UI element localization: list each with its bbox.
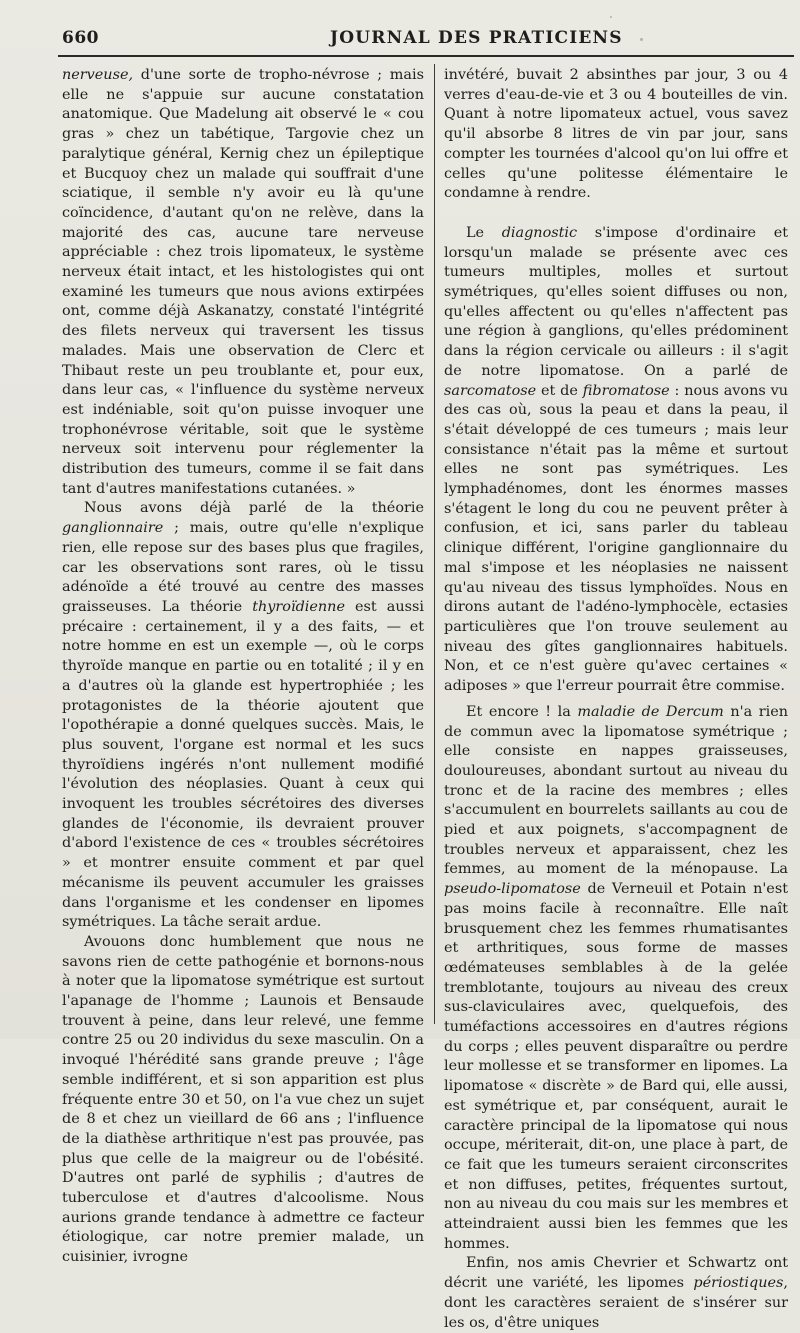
left-column	[62, 66, 424, 1268]
right-paragraph-1: invétéré, buvait 2 absinthes par jour, 3 ou 4 verres d'eau-de-vie et 3 ou 4 bouteilles de vin. Quant à notre lipomateux actuel, vous savez qu'il absorbe 8 litres de vin par jour, sans compter les tournées d'alcool qu'on lui offre et celles qu'une politesse élémentaire le condamne à rendre.	[444, 67, 788, 202]
paper-speck	[640, 38, 643, 41]
italic-term: sarcomatose	[444, 382, 537, 399]
italic-term: maladie de Dercum	[577, 703, 724, 720]
left-paragraph-1	[62, 66, 424, 499]
paragraph-text: , dont les caractères seraient de s'insérer sur les os, d'être uniques	[444, 1275, 788, 1331]
paragraph-text: Enfin, nos amis Chevrier et Schwartz ont décrit une variété, les lipomes	[444, 1255, 788, 1292]
paragraph-text: ; mais, outre qu'elle n'explique rien, elle repose sur des bases plus que fragiles, car les observations sont rares, où le tissu adénoïde a été trouvé au centre des masses graisseuses. La théorie	[62, 520, 424, 615]
page-number: 660	[62, 28, 99, 48]
left-paragraph-2	[62, 499, 424, 932]
right-paragraph-2	[444, 224, 788, 697]
paragraph-text: Nous avons déjà parlé de la théorie	[84, 500, 424, 517]
paper-speck	[610, 16, 612, 18]
paragraph-text: Et encore ! la	[466, 703, 578, 720]
header-rule	[58, 55, 794, 57]
paragraph-text: et de	[536, 382, 583, 399]
italic-term: diagnostic	[501, 224, 578, 241]
paragraph-text: s'impose d'ordinaire et lorsqu'un malade se présente avec ces tumeurs multiples, molles et surtout symétriques, qu'elles soient diffuses ou non, qu'elles affectent ou qu'elles n'affectent pas une région à ganglions, qu'elles prédominent dans la région cervicale ou ailleurs : il s'agit de notre lipomatose. On a parlé de	[444, 224, 788, 379]
italic-term: pseudo-lipomatose	[444, 881, 581, 898]
page-header	[62, 28, 792, 52]
right-column	[444, 66, 788, 1333]
italic-term: ganglionnaire	[62, 520, 164, 537]
paragraph-text: Le	[466, 224, 502, 241]
italic-term: périostiques	[693, 1275, 784, 1292]
paragraph-text: n'a rien de commun avec la lipomatose symétrique ; elle consiste en nappes graisseuses, douloureuses, abondant surtout au niveau du tronc et de la racine des membres ; elles s'accumulent en bourrelets saillants au cou de pied et aux poignets, s'accompagnent de troubles nerveux et apparaissent, chez les femmes, au moment de la ménopause. La	[444, 703, 788, 878]
left-paragraph-3: Avouons donc humblement que nous ne savons rien de cette pathogénie et bornons-nous à noter que la lipomatose symétrique est surtout l'apanage de l'homme ; Launois et Bensaude trouvent à peine, dans leur relevé, une femme contre 25 ou 20 individus du sexe masculin. On a invoqué l'hérédité sans grande preuve ; l'âge semble indifférent, et si son apparition est plus fréquente entre 30 et 50, on l'a vue chez un sujet de 8 et chez un vieillard de 66 ans ; l'influence de la diathèse arthritique n'est pas prouvée, pas plus que celle de la maigreur ou de l'obésité. D'autres ont parlé de syphilis ; d'autres de tuberculose et d'autres d'alcoolisme. Nous aurions grande tendance à admettre ce facteur étiologique, car notre premier malade, un cuisinier, ivrogne	[62, 933, 424, 1266]
paragraph-text: d'une sorte de tropho-névrose ; mais elle ne s'appuie sur aucune constatation anatomique. Que Madelung ait observé le « cou gras » chez un tabétique, Targovie chez un paralytique général, Kernig chez un épileptique et Bucquoy chez un malade qui souffrait d'une sciatique, il semble n'y avoir eu là qu'une coïncidence, d'autant qu'on ne relève, dans la majorité des cas, aucune tare nerveuse appréciable : chez trois lipomateux, le système nerveux était intact, et les histologistes qui ont examiné les tumeurs que nous avions extirpées ont, comme déjà Askanatzy, constaté l'intégrité des filets nerveux qui traversent les tissus malades. Mais une observation de Clerc et Thibaut reste un peu troublante et, pour eux, dans leur cas, « l'influence du système nerveux est indéniable, soit qu'on puisse invoquer une trophonévrose véritable, soit que le système nerveux soit intervenu pour réglementer la distribution des tumeurs, comme il se fait dans tant d'autres manifestations cutanées. »	[62, 67, 424, 497]
paragraph-text: : nous avons vu des cas où, sous la peau et dans la peau, il s'était développé de ces tumeurs ; mais leur consistance n'était pas la même et surtout elles ne sont pas symétriques. Les lymphadénomes, dont les énormes masses s'étagent le long du cou ne peuvent prêter à confusion, et ici, sans parler du tableau clinique différent, l'origine ganglionnaire du mal s'impose et les néoplasies ne naissent qu'au niveau des tissus lymphoïdes. Nous en dirons autant de l'adéno-lymphocèle, ectasies particulières que l'on trouve seulement au niveau des gîtes ganglionnaires habituels. Non, et ce n'est guère qu'avec certaines « adiposes » que l'erreur pourrait être commise.	[444, 382, 788, 695]
italic-term: nerveuse,	[62, 67, 134, 83]
italic-term: fibromatose	[582, 382, 670, 399]
right-paragraph-4	[444, 1254, 788, 1333]
running-title: JOURNAL DES PRATICIENS	[330, 28, 623, 48]
paragraph-text: de Verneuil et Potain n'est pas moins facile à reconnaître. Elle naît brusquement chez les femmes rhumatisantes et arthritiques, sous forme de masses œdémateuses semblables à de la gelée tremblotante, toujours au niveau des creux sus-claviculaires avec, quelquefois, des tuméfactions accessoires en d'autres régions du corps ; elles peuvent disparaître ou perdre leur mollesse et se transformer en lipomes. La lipomatose « discrète » de Bard qui, elle aussi, est symétrique et, par conséquent, aurait le caractère principal de la lipomatose qui nous occupe, mériterait, dit-on, une place à part, de ce fait que les tumeurs seraient circonscrites et non diffuses, petites, fréquentes surtout, non au niveau du cou mais sur les membres et atteindraient aussi bien les femmes que les hommes.	[444, 881, 788, 1252]
italic-term: thyroïdienne	[252, 598, 345, 615]
column-divider	[434, 64, 435, 1024]
right-paragraph-3	[444, 703, 788, 1255]
paragraph-text: est aussi précaire : certainement, il y a des faits, — et notre homme en est un exemple —, où le corps thyroïde manque en partie ou en totalité ; il y en a d'autres où la glande est hypertrophiée ; les protagonistes de la théorie ajoutent que l'opothérapie a donné quelques succès. Mais, le plus souvent, l'organe est normal et les sucs thyroïdiens ingérés n'ont nullement modifié l'évolution des néoplasies. Quant à ceux qui invoquent les troubles sécrétoires des diverses glandes de l'économie, ils devraient prouver d'abord l'existence de ces « troubles sécrétoires » et montrer ensuite comment et par quel mécanisme ils peuvent accumuler les graisses dans l'organisme et les condenser en lipomes symétriques. La tâche serait ardue.	[62, 598, 424, 931]
